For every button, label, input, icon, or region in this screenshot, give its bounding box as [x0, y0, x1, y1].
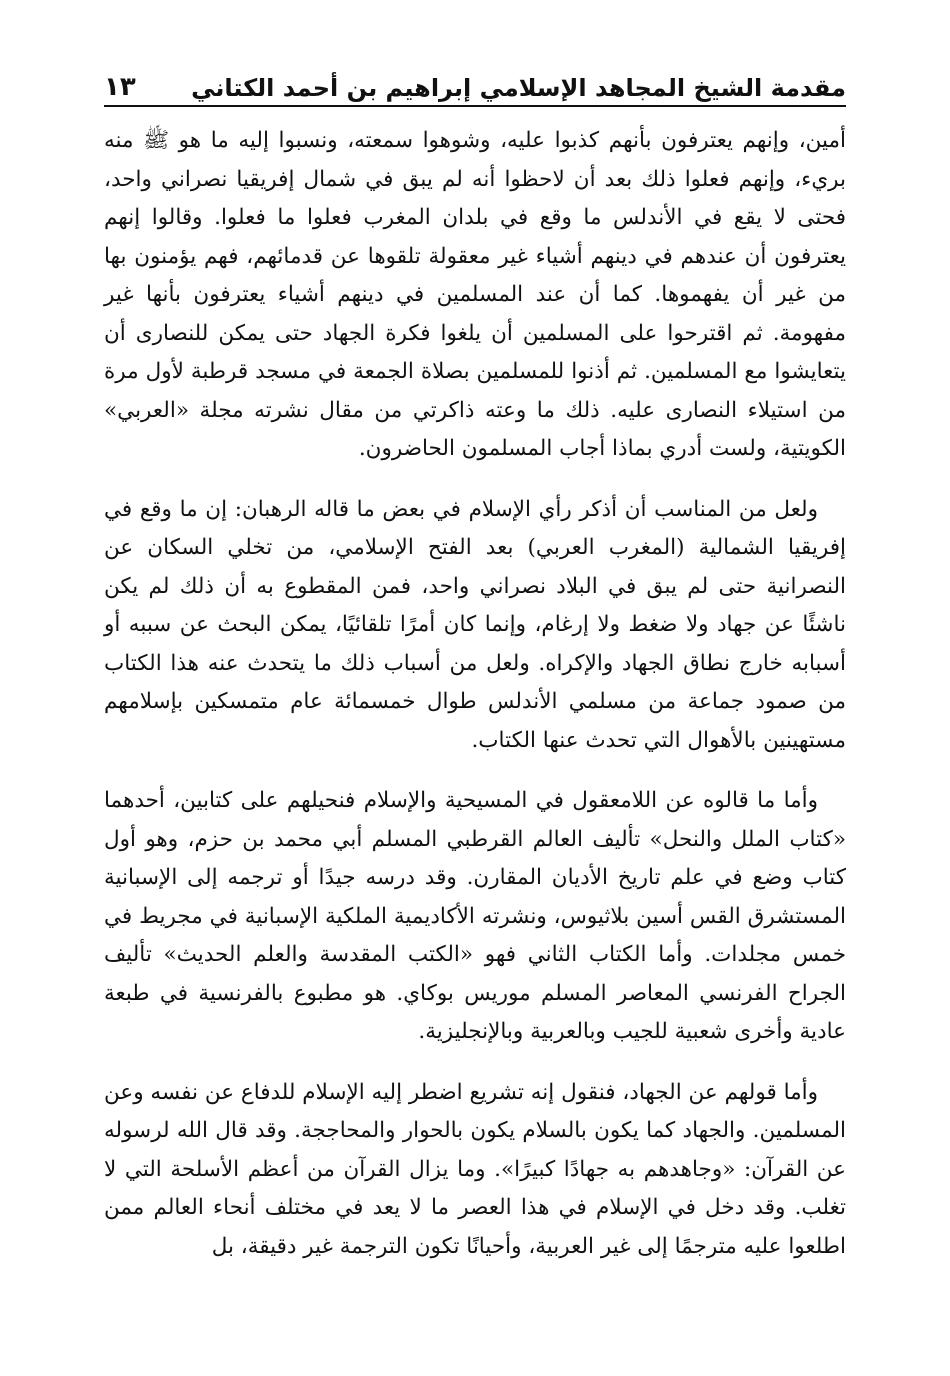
paragraph: ولعل من المناسب أن أذكر رأي الإسلام في بعض ما قاله الرهبان: إن ما وقع في إفريقيا الشمالية (المغرب العربي) بعد الفتح الإسلامي، من تخلي السكان عن النصرانية حتى لم يبق في البلاد نصراني واحد، فمن المقطوع به أن ذلك لم يكن ناشئًا عن جهاد ولا ضغط ولا إرغام، وإنما كان أمرًا تلقائيًا، يمكن البحث عن سببه أو أسبابه خارج نطاق الجهاد والإكراه. ولعل من أسباب ذلك ما يتحدث عنه هذا الكتاب من صمود جماعة من مسلمي الأندلس طوال خمسمائة عام متمسكين بإسلامهم مستهينين بالأهوال التي تحدث عنها الكتاب. — [104, 496, 846, 753]
page-number: ١٣ — [104, 72, 136, 102]
body-text — [104, 122, 846, 1288]
page-header — [104, 58, 846, 102]
paragraph: وأما قولهم عن الجهاد، فنقول إنه تشريع اضطر إليه الإسلام للدفاع عن نفسه وعن المسلمين. والجهاد كما يكون بالسلام يكون بالحوار والمحاججة. وقد قال الله لرسوله عن القرآن: «وجاهدهم به جهادًا كبيرًا». وما يزال القرآن من أعظم الأسلحة التي لا تغلب. وقد دخل في الإسلام في هذا العصر ما لا يعد في مختلف أنحاء العالم ممن اطلعوا عليه مترجمًا إلى غير العربية، وأحيانًا تكون الترجمة غير دقيقة، بل — [104, 1079, 846, 1259]
paragraph: وأما ما قالوه عن اللامعقول في المسيحية والإسلام فنحيلهم على كتابين، أحدهما «كتاب الملل والنحل» تأليف العالم القرطبي المسلم أبي محمد بن حزم، وهو أول كتاب وضع في علم تاريخ الأديان المقارن. وقد درسه جيدًا أو ترجمه إلى الإسبانية المستشرق القس أسين بلاثيوس، ونشرته الأكاديمية الملكية الإسبانية في مجريط في خمس مجلدات. وأما الكتاب الثاني فهو «الكتب المقدسة والعلم الحديث» تأليف الجراح الفرنسي المعاصر المسلم موريس بوكاي. هو مطبوع بالفرنسية في طبعة عادية وأخرى شعبية للجيب وبالعربية وبالإنجليزية. — [104, 788, 846, 1044]
running-title: مقدمة الشيخ المجاهد الإسلامي إبراهيم بن أحمد الكتاني — [191, 74, 846, 102]
header-rule — [104, 105, 846, 107]
paragraph: أمين، وإنهم يعترفون بأنهم كذبوا عليه، وشوهوا سمعته، ونسبوا إليه ما هو ﷺ منه بريء، وإنهم فعلوا ذلك بعد أن لاحظوا أنه لم يبق في شمال إفريقيا نصراني واحد، فحتى لا يقع في الأندلس ما وقع في بلدان المغرب فعلوا ما فعلوا. وقالوا إنهم يعترفون أن عندهم في دينهم أشياء غير معقولة تلقوها عن قدمائهم، فهم يؤمنون بها من غير أن يفهموها. كما أن عند المسلمين في دينهم أشياء يعترفون بأنها غير مفهومة. ثم اقترحوا على المسلمين أن يلغوا فكرة الجهاد حتى يمكن للنصارى أن يتعايشوا مع المسلمين. ثم أذنوا للمسلمين بصلاة الجمعة في مسجد قرطبة لأول مرة من استيلاء النصارى عليه. ذلك ما وعته ذاكرتي من مقال نشرته مجلة «العربي» الكويتية، ولست أدري بماذا أجاب المسلمون الحاضرون. — [104, 128, 846, 461]
